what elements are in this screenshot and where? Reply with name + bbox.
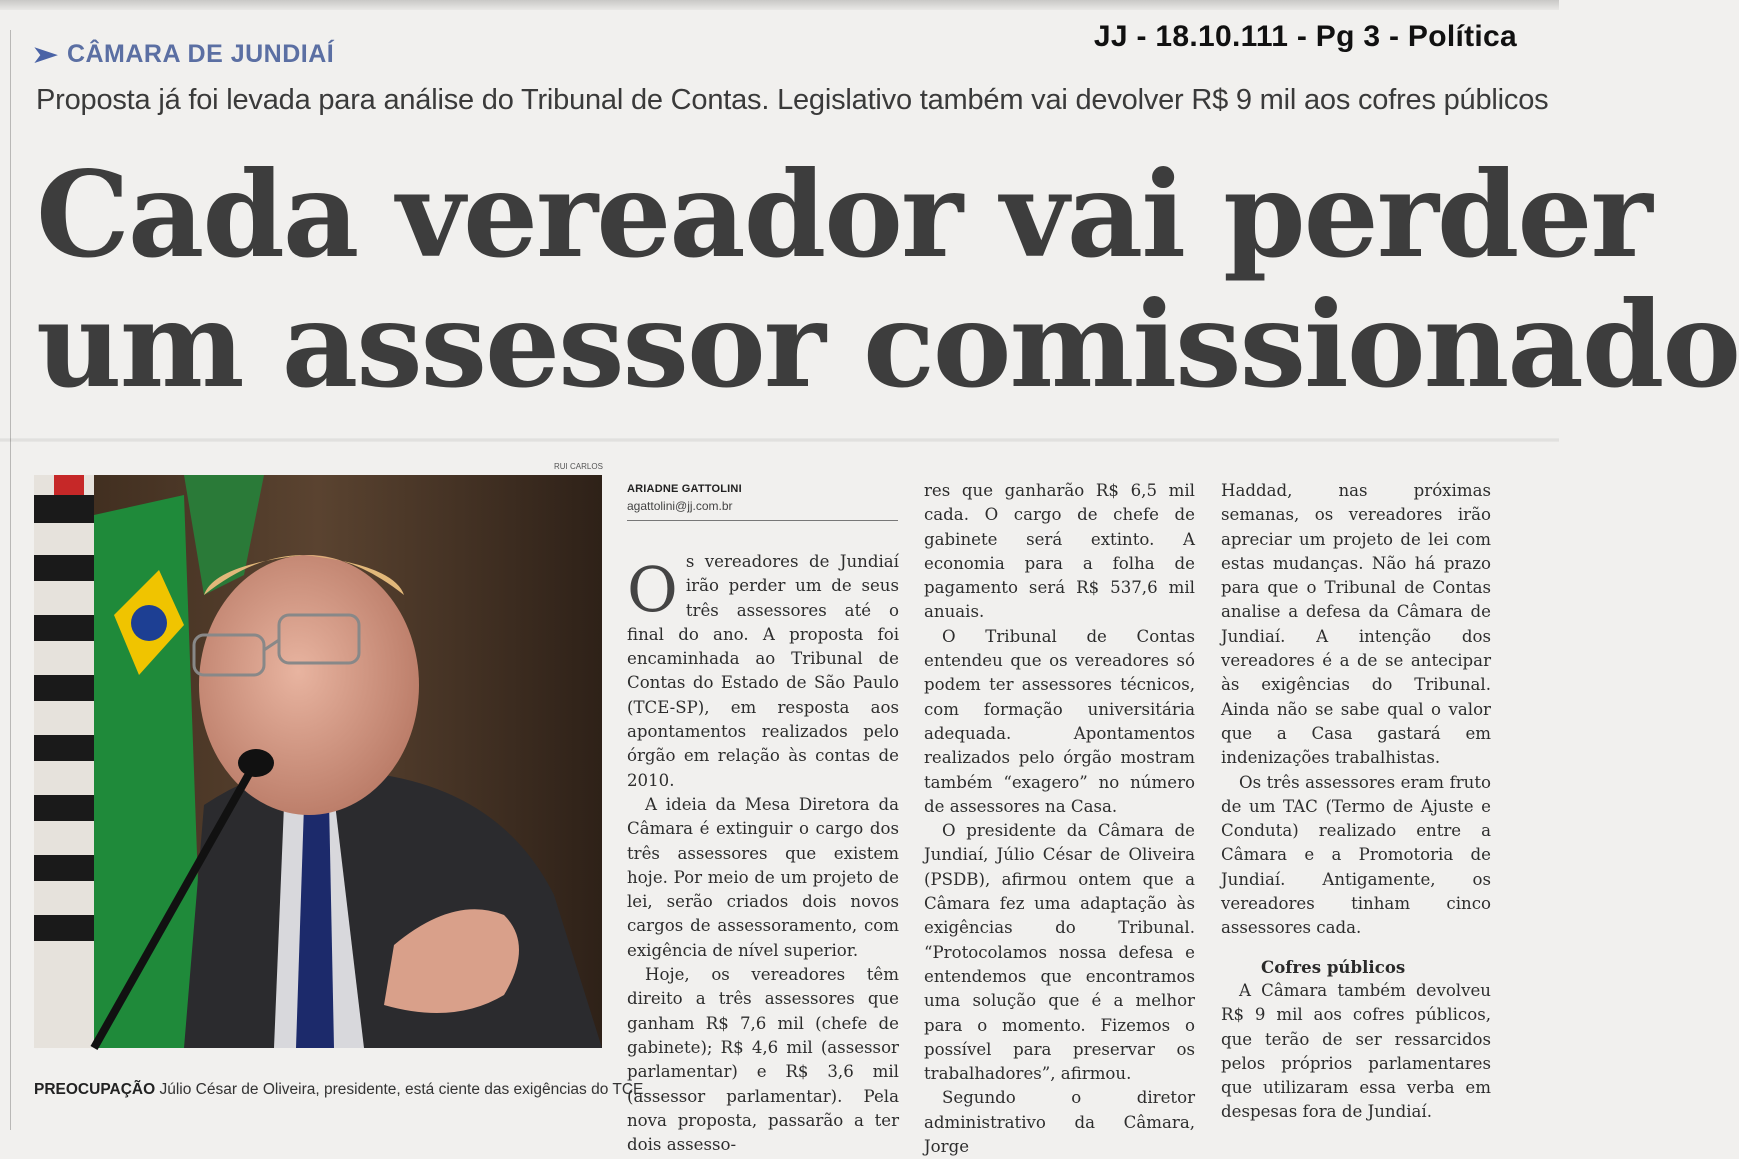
photo-credit: RUI CARLOS xyxy=(554,462,603,471)
paper-fold xyxy=(0,438,1559,442)
caption-lead: PREOCUPAÇÃO xyxy=(34,1081,156,1098)
section-title: CÂMARA DE JUNDIAÍ xyxy=(66,40,335,68)
article-paragraph: Hoje, os vereadores têm direito a três assessores que ganham R$ 7,6 mil (chefe de gabinete); R$ 4,6 mil (assessor parlamentar) e R$ 3,6 mil (assessor parlamentar). Pela nova proposta, passarão a ter dois assesso- xyxy=(627,965,899,1155)
article-paragraph: A Câmara também devolveu R$ 9 mil aos cofres públicos, que terão de ser ressarcidos pelos próprios parlamentares que utilizaram essa verba em despesas fora de Jundiaí. xyxy=(1221,980,1491,1122)
photo-illustration xyxy=(34,475,602,1048)
caption-text: Júlio César de Oliveira, presidente, está ciente das exigências do TCE xyxy=(155,1081,644,1098)
byline xyxy=(627,483,742,513)
article-column-1 xyxy=(627,550,899,1157)
article-paragraph: O Tribunal de Contas entendeu que os vereadores só podem ter assessores técnicos, com formação universitária adequada. Apontamentos realizados pelo órgão mostram também “exagero” no número de assessores na Casa. xyxy=(924,626,1195,816)
article-paragraph: Os vereadores de Jundiaí irão perder um de seus três assessores até o final do ano. A proposta foi encaminhada ao Tribunal de Contas do Estado de São Paulo (TCE-SP), em resposta aos apontamentos realizados pelo órgão em relação às contas de 2010. xyxy=(627,552,899,790)
article-paragraph: A ideia da Mesa Diretora da Câmara é extinguir o cargo dos três assessores que existem hoje. Por meio de um projeto de lei, serão criados dois novos cargos de assessoramento, com exigência de nível superior. xyxy=(627,794,899,960)
article-paragraph: O presidente da Câmara de Jundiaí, Júlio César de Oliveira (PSDB), afirmou ontem que a Câmara fez uma adaptação às exigências do Tribunal. “Protocolamos nossa defesa e entendemos que encontramos uma solução que é a melhor para o momento. Fizemos o possível para preservar os trabalhadores”, afirmou. xyxy=(924,821,1195,1084)
headline xyxy=(36,145,1739,414)
article-paragraph: Segundo o diretor administrativo da Câmara, Jorge xyxy=(924,1088,1195,1157)
article-paragraph: Os três assessores eram fruto de um TAC (Termo de Ajuste e Conduta) realizado entre a Câmara e a Promotoria de Jundiaí. Antigamente, os vereadores tinham cinco assessores cada. xyxy=(1221,772,1491,938)
article-paragraph: res que ganharão R$ 6,5 mil cada. O cargo de chefe de gabinete será extinto. A economia para a folha de pagamento será R$ 537,6 mil anuais. xyxy=(924,481,1195,622)
article-column-3 xyxy=(1221,479,1491,1125)
paper-edge xyxy=(0,0,1559,10)
deck-subtitle: Proposta já foi levada para análise do Tribunal de Contas. Legislativo também vai devolver R$ 9 mil aos cofres públicos xyxy=(36,84,1549,116)
byline-divider xyxy=(627,520,898,521)
photo-caption xyxy=(34,1081,644,1099)
clipping-label: JJ - 18.10.111 - Pg 3 - Política xyxy=(1093,20,1517,53)
subheading: Cofres públicos xyxy=(1261,956,1406,977)
headline-line-2: um assessor comissionado xyxy=(36,275,1739,414)
section-header xyxy=(32,40,335,69)
author-email[interactable]: agattolini@jj.com.br xyxy=(627,499,733,513)
arrow-icon: ➤ xyxy=(32,41,59,67)
author-name: ARIADNE GATTOLINI xyxy=(627,483,742,495)
headline-line-1: Cada vereador vai perder xyxy=(36,145,1651,284)
article-paragraph: Haddad, nas próximas semanas, os vereadores irão apreciar um projeto de lei com estas mudanças. Não há prazo para que o Tribunal de Contas analise a defesa da Câmara de Jundiaí. A intenção dos vereadores é a de se antecipar às exigências do Tribunal. Ainda não se sabe qual o valor que a Casa gastará em indenizações trabalhistas. xyxy=(1221,481,1491,768)
drop-cap: O xyxy=(627,553,678,626)
article-column-2 xyxy=(924,479,1195,1159)
left-column-rule xyxy=(10,30,11,1130)
article-photo xyxy=(34,475,602,1048)
